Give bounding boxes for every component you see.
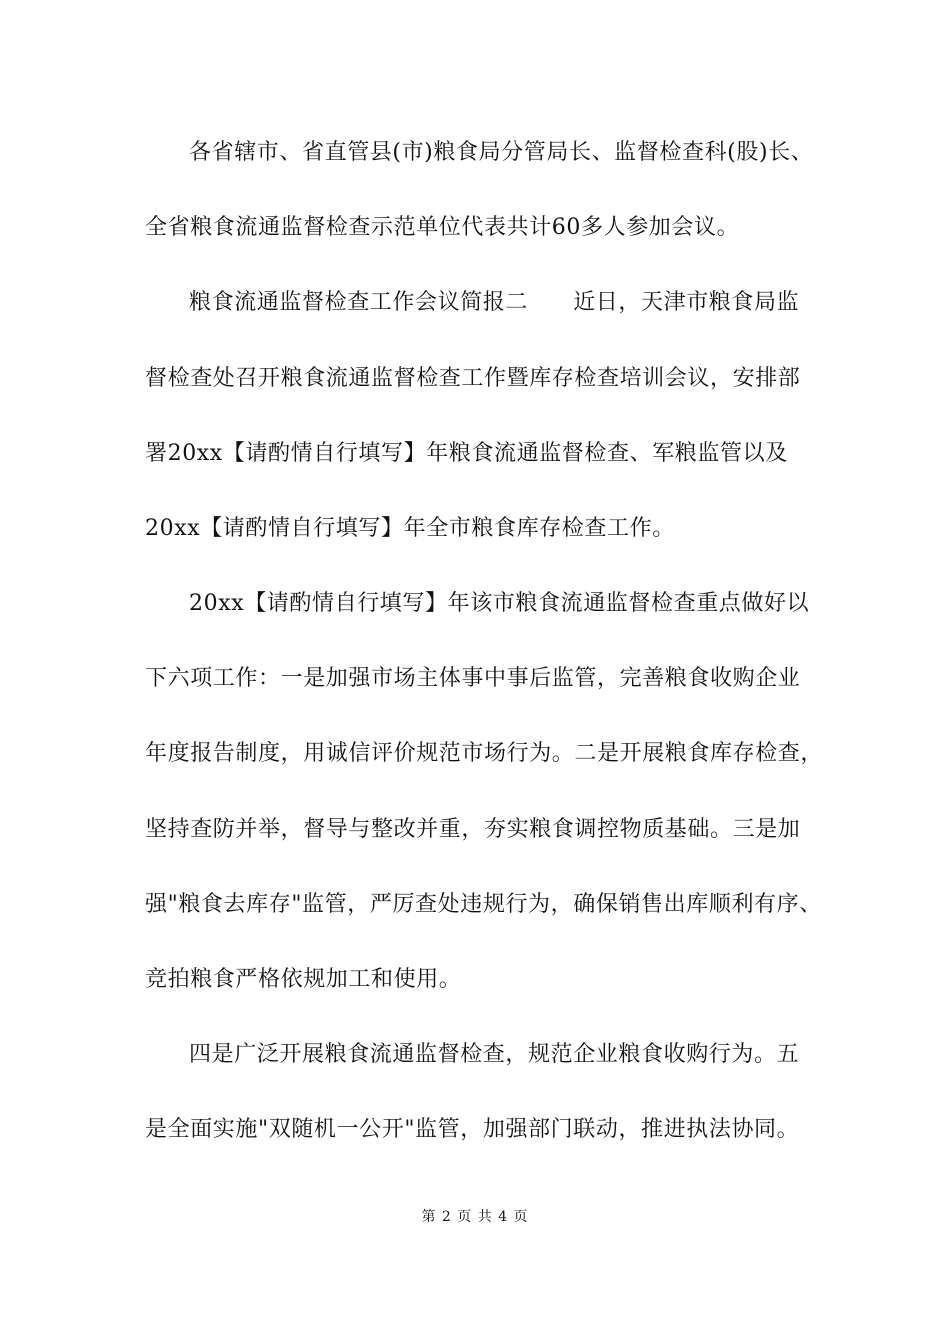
paragraph-2-line-4: 20xx【请酌情自行填写】年全市粮食库存检查工作。 xyxy=(145,516,675,541)
paragraph-3-line-4: 坚持查防并举，督导与整改并重，夯实粮食调控物质基础。三是加 xyxy=(145,817,801,842)
page-number-footer: 第 2 页 共 4 页 xyxy=(421,1209,529,1225)
paragraph-2-line-3: 署20xx【请酌情自行填写】年粮食流通监督检查、军粮监管以及 xyxy=(145,441,788,466)
paragraph-1-line-1: 各省辖市、省直管县(市)粮食局分管局长、监督检查科(股)长、 xyxy=(189,140,814,165)
paragraph-3-line-5: 强"粮食去库存"监管，严厉查处违规行为，确保销售出库顺利有序、 xyxy=(145,892,822,917)
paragraph-1-line-2: 全省粮食流通监督检查示范单位代表共计60多人参加会议。 xyxy=(145,215,740,240)
paragraph-3-line-1: 20xx【请酌情自行填写】年该市粮食流通监督检查重点做好以 xyxy=(189,591,810,616)
paragraph-4-line-1: 四是广泛开展粮食流通监督检查，规范企业粮食收购行为。五 xyxy=(189,1042,800,1067)
paragraph-3-line-3: 年度报告制度，用诚信评价规范市场行为。二是开展粮食库存检查， xyxy=(145,741,824,766)
paragraph-3-line-2: 下六项工作：一是加强市场主体事中事后监管，完善粮食收购企业 xyxy=(145,666,801,691)
paragraph-2-line-2: 督检查处召开粮食流通监督检查工作暨库存检查培训会议，安排部 xyxy=(145,366,801,391)
paragraph-3-line-6: 竞拍粮食严格依规加工和使用。 xyxy=(145,967,462,992)
paragraph-2-line-1: 粮食流通监督检查工作会议简报二 近日，天津市粮食局监 xyxy=(189,290,800,315)
paragraph-4-line-2: 是全面实施"双随机一公开"监管，加强部门联动，推进执法协同。 xyxy=(145,1117,800,1142)
